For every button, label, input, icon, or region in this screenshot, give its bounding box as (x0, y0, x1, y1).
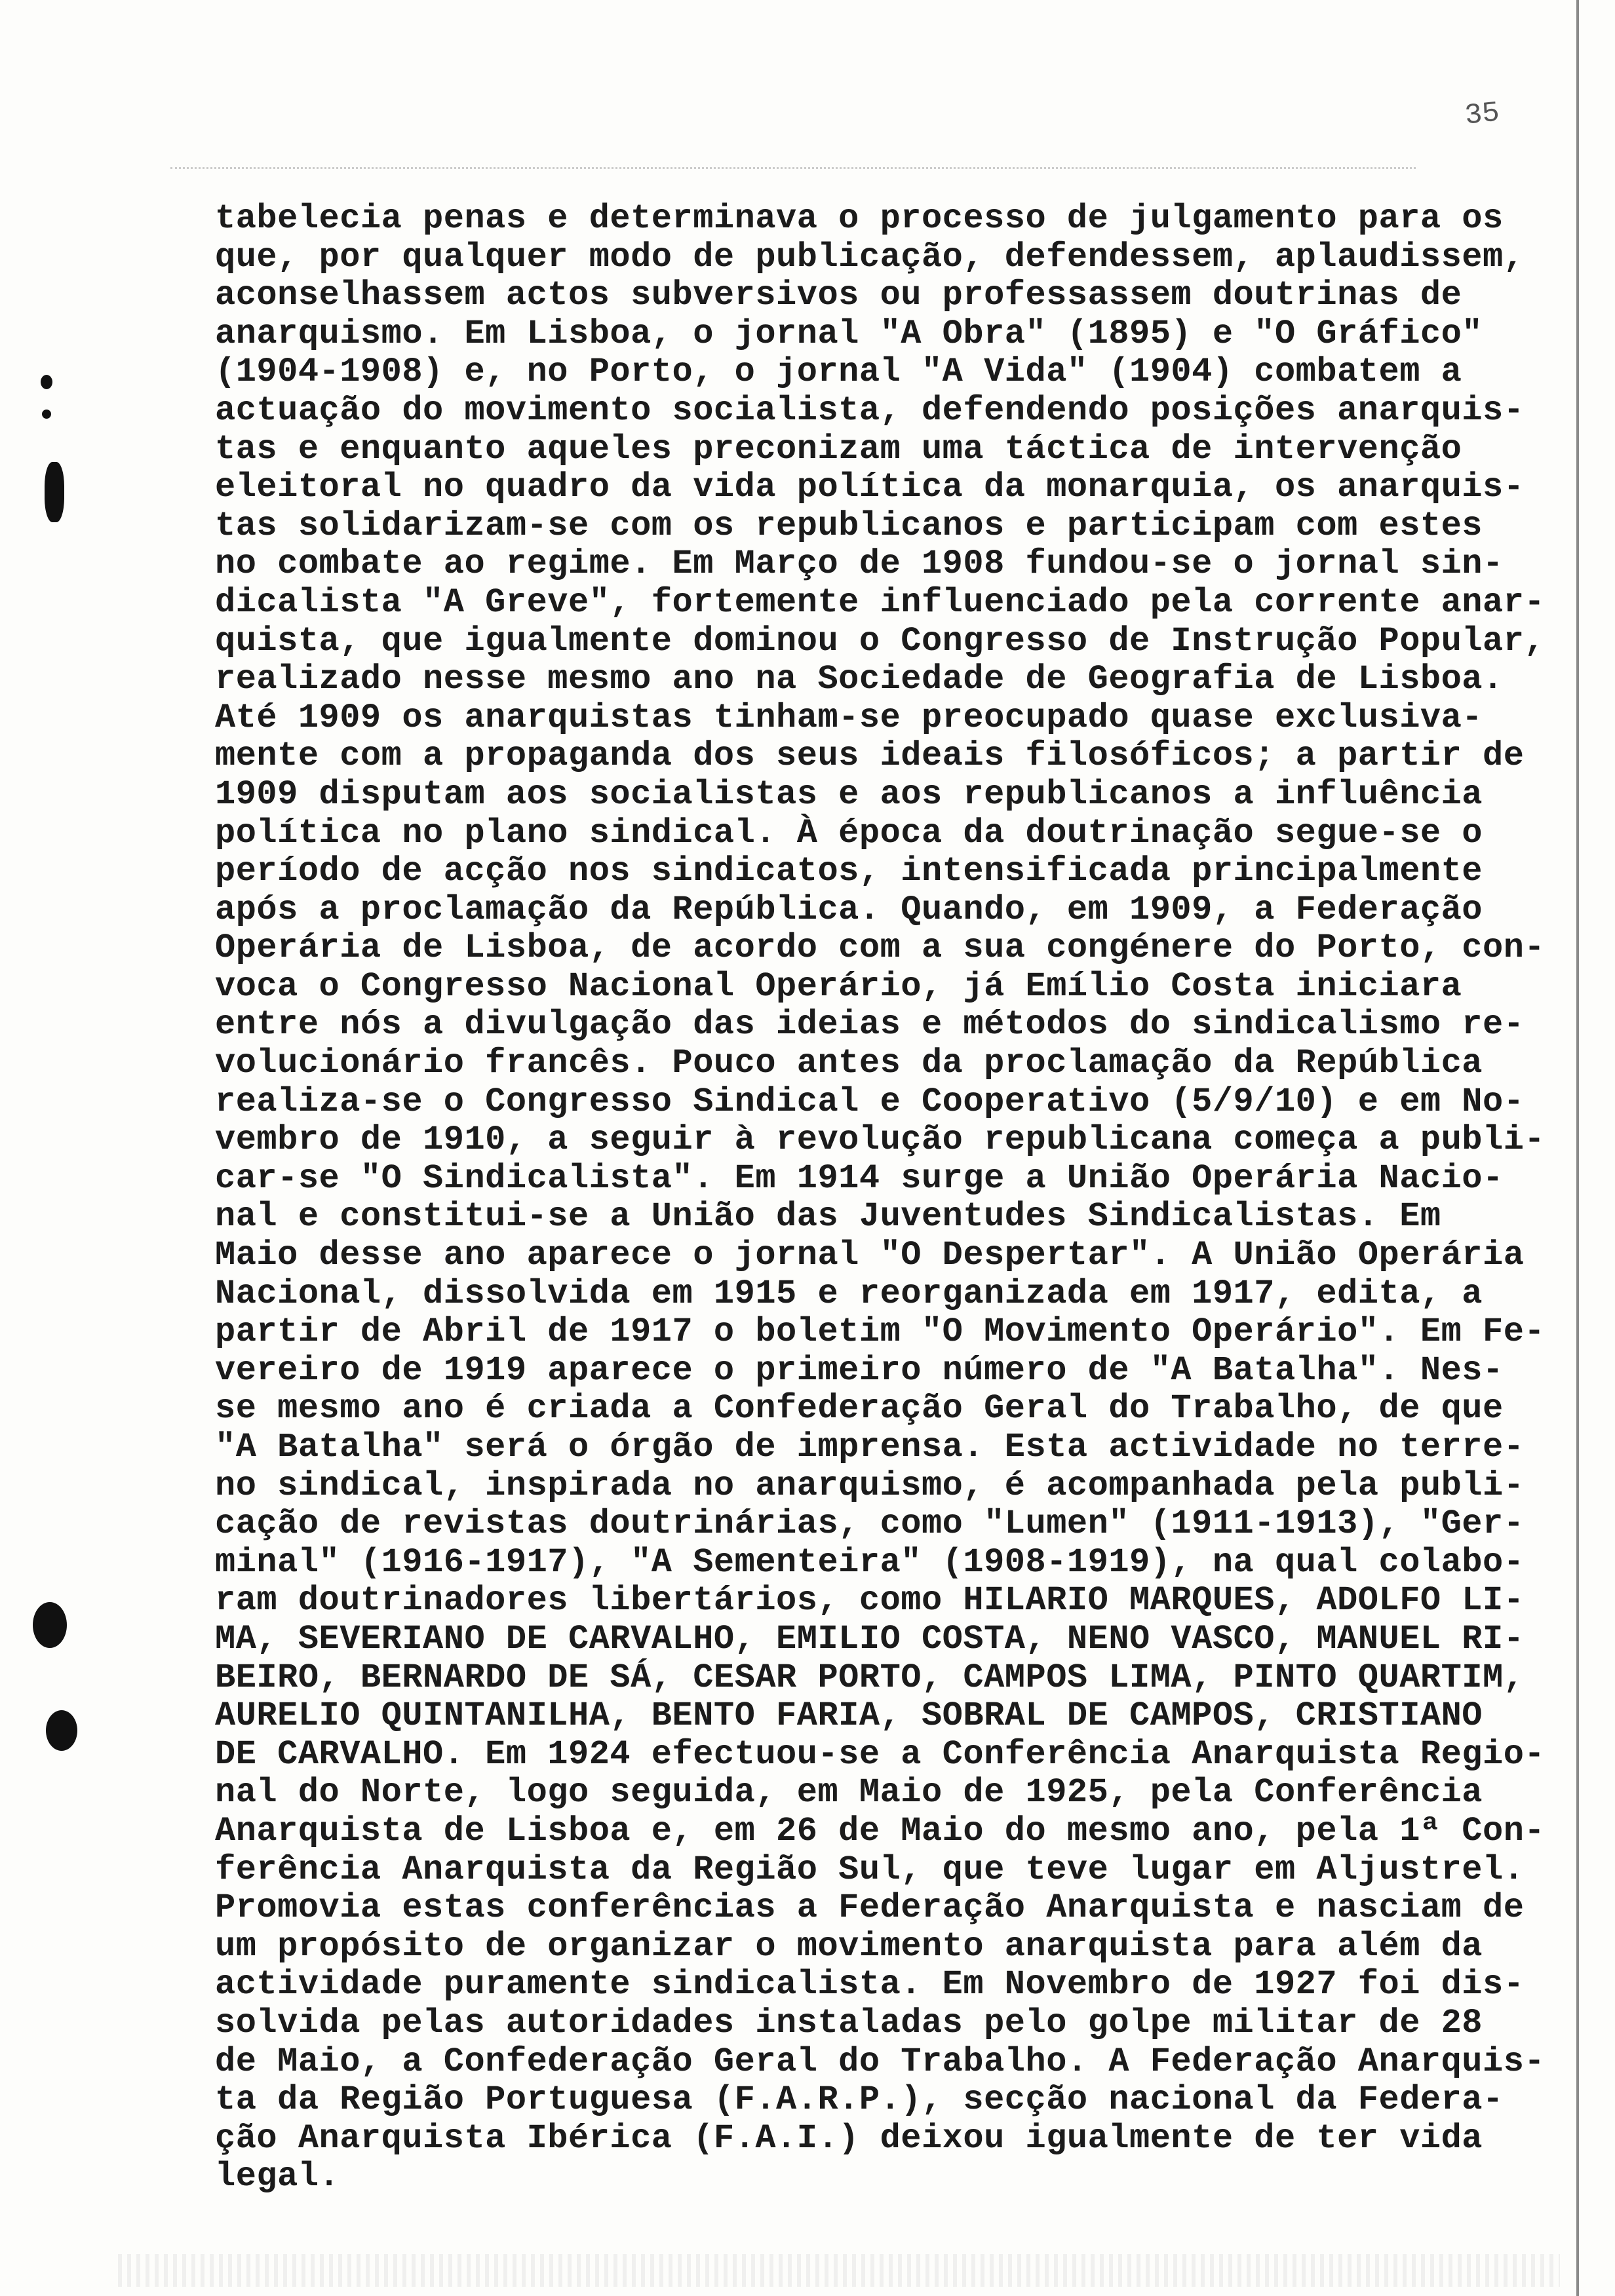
text-line: MA, SEVERIANO DE CARVALHO, EMILIO COSTA, NENO VASCO, MANUEL RI- (215, 1619, 1525, 1658)
text-line: "A Batalha" será o órgão de imprensa. Esta actividade no terre- (215, 1428, 1525, 1466)
body-text (215, 199, 1546, 2196)
punch-hole-mark (42, 410, 51, 419)
text-line: DE CARVALHO. Em 1924 efectuou-se a Conferência Anarquista Regio- (215, 1734, 1546, 1774)
text-line: dicalista "A Greve", fortemente influenciado pela corrente anar- (215, 583, 1546, 622)
text-line: após a proclamação da República. Quando, em 1909, a Federação (215, 890, 1483, 929)
text-line: solvida pelas autoridades instaladas pelo golpe militar de 28 (215, 2003, 1483, 2042)
text-line: vereiro de 1919 aparece o primeiro número de "A Batalha". Nes- (215, 1350, 1504, 1390)
text-line: de Maio, a Confederação Geral do Trabalho. A Federação Anarquis- (215, 2042, 1546, 2081)
text-line: AURELIO QUINTANILHA, BENTO FARIA, SOBRAL DE CAMPOS, CRISTIANO (215, 1696, 1483, 1736)
text-line: cação de revistas doutrinárias, como "Lumen" (1911-1913), "Ger- (215, 1504, 1525, 1544)
text-line: minal" (1916-1917), "A Sementeira" (1908-1919), na qual colabo- (215, 1542, 1525, 1582)
page-edge (1576, 0, 1579, 2296)
text-line: quista, que igualmente dominou o Congresso de Instrução Popular, (215, 621, 1546, 660)
punch-hole-mark (46, 1710, 77, 1751)
text-line: legal. (215, 2157, 340, 2196)
text-line: ferência Anarquista da Região Sul, que teve lugar em Aljustrel. (215, 1850, 1525, 1889)
text-line: política no plano sindical. À época da doutrinação segue-se o (215, 813, 1483, 852)
text-line: mente com a propaganda dos seus ideais filosóficos; a partir de (215, 737, 1525, 776)
text-line: ta da Região Portuguesa (F.A.R.P.), secção nacional da Federa- (215, 2080, 1504, 2120)
text-line: realiza-se o Congresso Sindical e Cooperativo (5/9/10) e em No- (215, 1082, 1525, 1121)
text-line: no combate ao regime. Em Março de 1908 fundou-se o jornal sin- (215, 545, 1504, 584)
text-line: actividade puramente sindicalista. Em Novembro de 1927 foi dis- (215, 1965, 1525, 2004)
text-line: aconselhassem actos subversivos ou professassem doutrinas de (215, 276, 1462, 315)
text-line: partir de Abril de 1917 o boletim "O Movimento Operário". Em Fe- (215, 1312, 1546, 1352)
text-line: nal do Norte, logo seguida, em Maio de 1925, pela Conferência (215, 1773, 1483, 1812)
text-line: eleitoral no quadro da vida política da monarquia, os anarquis- (215, 468, 1525, 507)
text-line: Operária de Lisboa, de acordo com a sua congénere do Porto, con- (215, 928, 1546, 968)
text-line: 1909 disputam aos socialistas e aos republicanos a influência (215, 775, 1483, 814)
text-line: tas e enquanto aqueles preconizam uma táctica de intervenção (215, 429, 1462, 469)
text-line: período de acção nos sindicatos, intensificada principalmente (215, 852, 1483, 891)
text-line: (1904-1908) e, no Porto, o jornal "A Vida" (1904) combatem a (215, 353, 1462, 392)
text-line: realizado nesse mesmo ano na Sociedade de Geografia de Lisboa. (215, 660, 1504, 699)
text-line: vembro de 1910, a seguir à revolução republicana começa a publi- (215, 1120, 1546, 1160)
scan-noise-bottom (118, 2254, 1560, 2287)
text-line: volucionário francês. Pouco antes da proclamação da República (215, 1044, 1483, 1083)
scan-noise-top (170, 167, 1416, 172)
text-line: tabelecia penas e determinava o processo de julgamento para os (215, 199, 1504, 238)
text-line: ção Anarquista Ibérica (F.A.I.) deixou igualmente de ter vida (215, 2118, 1483, 2158)
text-line: ram doutrinadores libertários, como HILARIO MARQUES, ADOLFO LI- (215, 1581, 1525, 1620)
punch-hole-mark (33, 1602, 67, 1648)
text-line: entre nós a divulgação das ideias e métodos do sindicalismo re- (215, 1005, 1525, 1044)
text-line: Anarquista de Lisboa e, em 26 de Maio do mesmo ano, pela 1ª Con- (215, 1811, 1546, 1850)
text-line: Maio desse ano aparece o jornal "O Despertar". A União Operária (215, 1236, 1525, 1275)
text-line: que, por qualquer modo de publicação, defendessem, aplaudissem, (215, 237, 1525, 277)
text-line: nal e constitui-se a União das Juventudes Sindicalistas. Em (215, 1197, 1441, 1236)
text-line: Até 1909 os anarquistas tinham-se preocupado quase exclusiva- (215, 698, 1483, 737)
text-line: se mesmo ano é criada a Confederação Geral do Trabalho, de que (215, 1389, 1504, 1428)
text-line: tas solidarizam-se com os republicanos e participam com estes (215, 506, 1483, 545)
text-line: voca o Congresso Nacional Operário, já Emílio Costa iniciara (215, 966, 1462, 1006)
text-line: no sindical, inspirada no anarquismo, é acompanhada pela publi- (215, 1466, 1525, 1505)
page-number: 35 (1463, 96, 1502, 133)
text-line: Promovia estas conferências a Federação Anarquista e nasciam de (215, 1888, 1525, 1928)
text-line: anarquismo. Em Lisboa, o jornal "A Obra" (1895) e "O Gráfico" (215, 314, 1483, 353)
text-line: Nacional, dissolvida em 1915 e reorganizada em 1917, edita, a (215, 1274, 1483, 1313)
text-line: BEIRO, BERNARDO DE SÁ, CESAR PORTO, CAMPOS LIMA, PINTO QUARTIM, (215, 1658, 1525, 1697)
punch-hole-mark (41, 375, 52, 389)
text-line: um propósito de organizar o movimento anarquista para além da (215, 1926, 1483, 1966)
text-line: actuação do movimento socialista, defendendo posições anarquis- (215, 391, 1525, 430)
text-line: car-se "O Sindicalista". Em 1914 surge a União Operária Nacio- (215, 1158, 1504, 1198)
punch-hole-mark (45, 462, 64, 522)
